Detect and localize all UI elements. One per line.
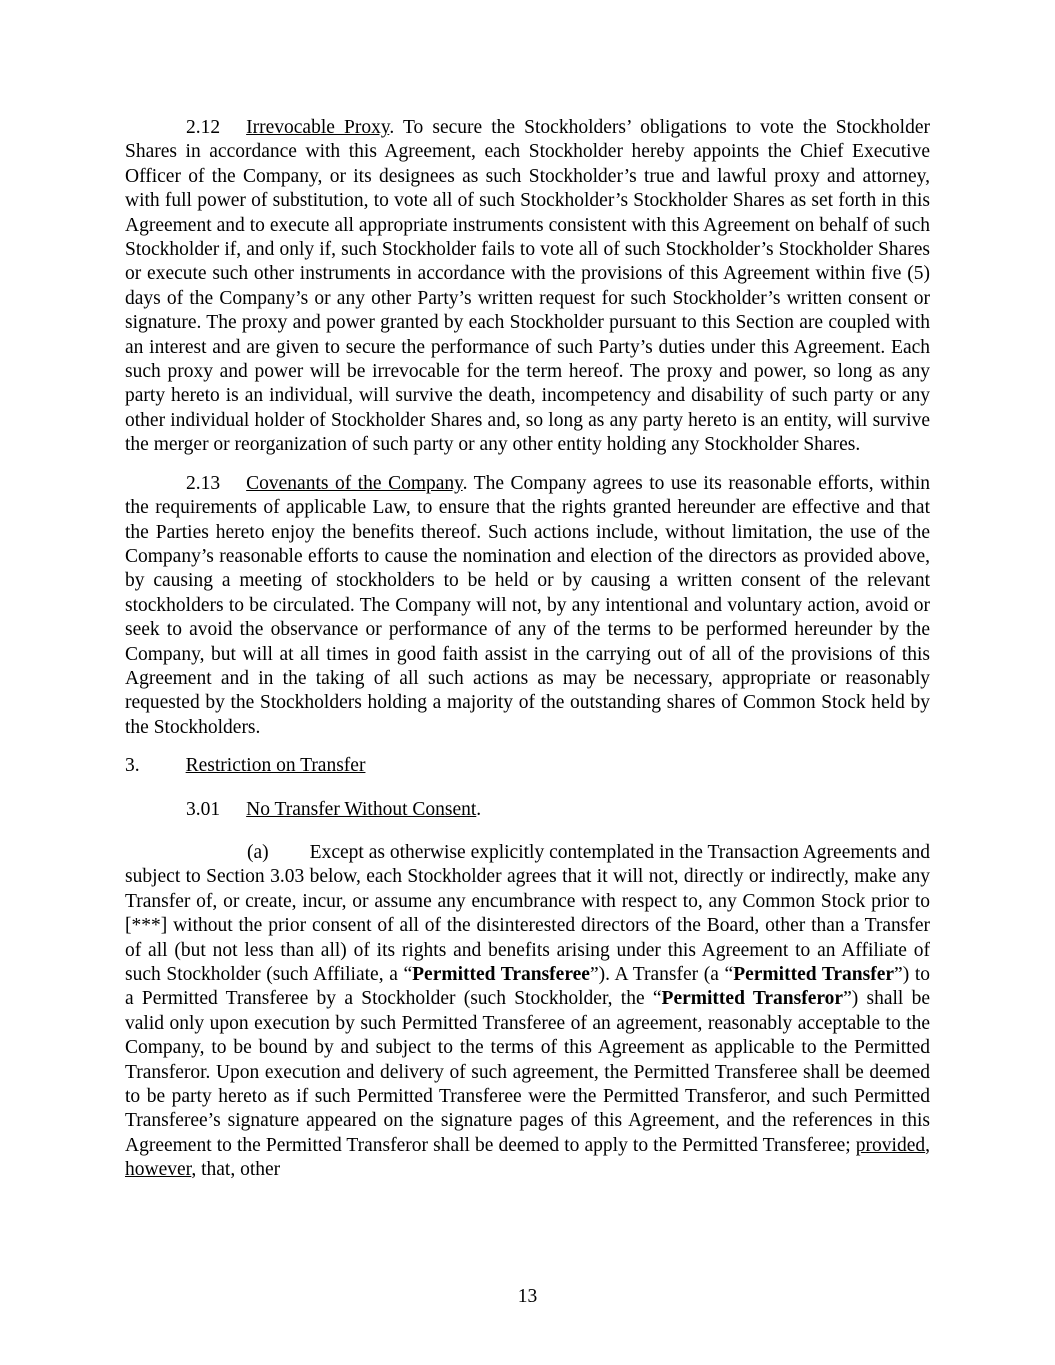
text-run: 3. [125,755,140,777]
underlined-text: No Transfer Without Consent [246,798,477,820]
text-run: . The Company agrees to use its reasonable efforts, within the requirements of applicable Law, to ensure that the rights granted hereunder are effective and that the Parties hereto enjoy the benefits thereof. Such actions include, without limitation, the use of the Company’s reasonable efforts to cause the nomination and election of the directors as provided above, by causing a meeting of stockholders to be held or by causing a written consent of the relevant stockholders to be circulated. The Company will not, by any intentional and voluntary action, avoid or seek to avoid the observance or performance of any of the terms to be performed hereunder by the Company, but will at all times in good faith assist in the carrying out of all of the provisions of this Agreement and in the taking of all such actions as may be necessary, appropriate or reasonably requested by the Stockholders holding a majority of the outstanding shares of Common Stock held by the Stockholders. [125,472,930,738]
underlined-text: Irrevocable Proxy [246,117,390,138]
document-body [125,116,930,1183]
text-run: . To secure the Stockholders’ obligations to vote the Stockholder Shares in accordance with this Agreement, each Stockholder hereby appoints the Chief Executive Officer of the Company, or its designees as such Stockholder’s true and lawful proxy and attorney, with full power of substitution, to vote all of such Stockholder’s Stockholder Shares as set forth in this Agreement and to execute all appropriate instruments consistent with this Agreement on behalf of such Stockholder if, and only if, such Stockholder fails to vote all of such Stockholder’s Stockholder Shares or execute such other instruments in accordance with the provisions of this Agreement within five (5) days of the Company’s or any other Party’s written request for such Stockholder’s written consent or signature. The proxy and power granted by each Stockholder pursuant to this Section are coupled with an interest and are given to secure the performance of such Party’s duties under this Agreement. Each such proxy and power will be irrevocable for the term hereof. The proxy and power, so long as any party hereto is an individual, will survive the death, incompetency and disability of such party or any other individual holder of Stockholder Shares and, so long as any party hereto is an entity, will survive the merger or reorganization of such party or any other entity holding any Stockholder Shares. [125,117,931,456]
paragraph-2-12-irrevocable-proxy [125,116,930,458]
text-run: ”) shall be valid only upon execution by such Permitted Transferee of an agreement, reasonably acceptable to the Company, to be bound by and subject to the terms of this Agreement as applicable to the Permitted Transferor. Upon execution and delivery of such agreement, the Permitted Transferee shall be deemed to be party hereto as if such Permitted Transferee were the Permitted Transferor, and such Permitted Transferee’s signature appeared on the signature pages of this Agreement, and the references in this Agreement to the Permitted Transferor shall be deemed to apply to the Permitted Transferee; [125,988,930,1156]
paragraph-3-01-a [125,841,930,1183]
bold-text: Permitted Transferor [661,988,844,1010]
text-run: ”). A Transfer (a “ [589,964,734,985]
bold-text: Permitted Transferee [412,964,590,985]
heading-3-restriction-on-transfer [125,754,930,778]
text-run: . [476,798,482,820]
text-run: (a) [247,841,269,863]
text-run: 2.13 [186,472,221,494]
text-run: , that, other [191,1159,281,1181]
underlined-text: Covenants of the Company [246,472,463,494]
bold-text: Permitted Transfer [733,964,895,985]
text-run: 2.12 [186,117,221,138]
paragraph-2-13-covenants-of-the-company [125,472,930,740]
underlined-text: provided [855,1134,926,1156]
text-run: ”) to a Permitted Transferee by a Stockholder (such Stockholder, the “ [125,964,930,1010]
text-run: 3.01 [186,798,221,820]
text-run: Except as otherwise explicitly contemplated in the Transaction Agreements and subject to Section 3.03 below, each Stockholder agrees that it will not, directly or indirectly, make any Transfer of, or create, incur, or assume any encumbrance with respect to, any Common Stock prior to [***] without the prior consent of all of the disinterested directors of the Board, other than a Transfer of all (but not less than all) of its rights and benefits arising under this Agreement to an Affiliate of such Stockholder (such Affiliate, a “ [125,841,930,985]
text-run: , [925,1134,930,1156]
underlined-text: Restriction on Transfer [185,755,366,777]
page-number: 13 [517,1285,538,1307]
heading-3-01-no-transfer-without-consent [125,798,930,822]
underlined-text: however [125,1159,192,1181]
